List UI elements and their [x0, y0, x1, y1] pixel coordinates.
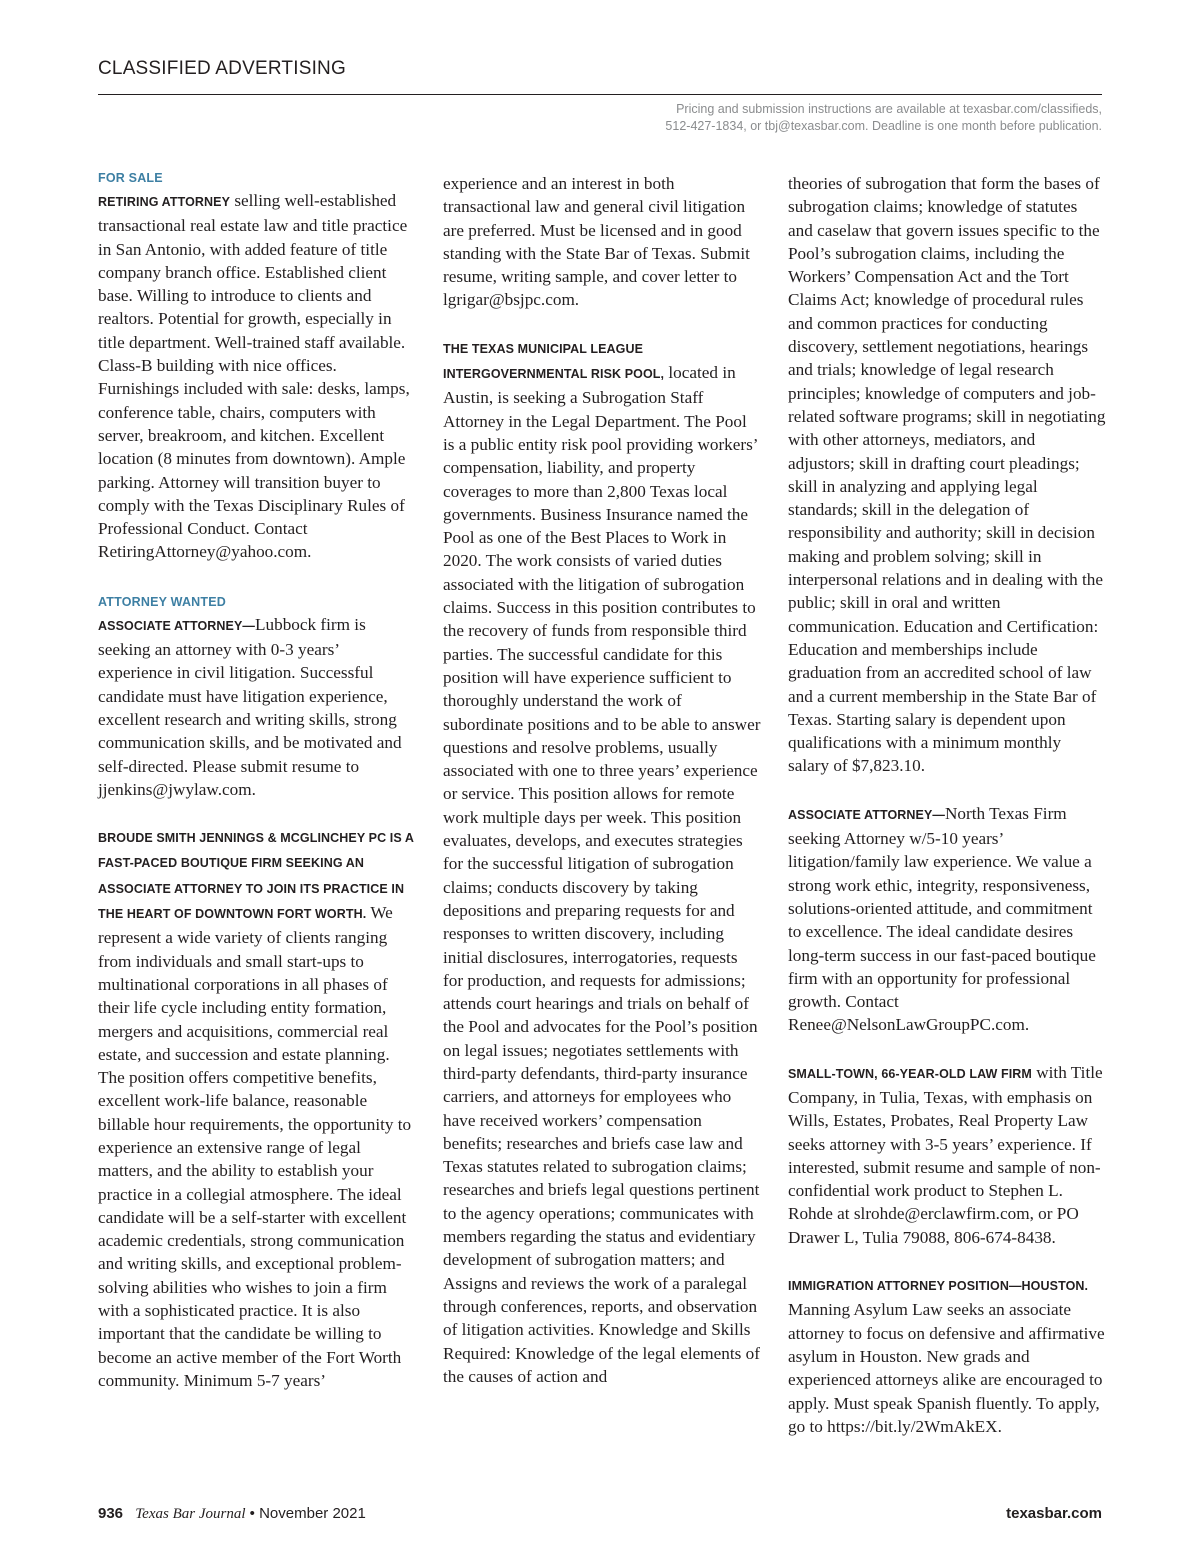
ad-body: with Title Company, in Tulia, Texas, with emphasis on Wills, Estates, Probates, Real Property Law seeks attorney with 3-5 years’ experience. If interested, submit resume and sample of non-confidential work product to Stephen L. Rohde at slrohde@erclawfirm.com, or PO Drawer L, Tulia 79088, 806-674-8438.	[788, 1062, 1103, 1247]
ad-broude-smith	[98, 825, 416, 1392]
section-heading-for-sale: FOR SALE	[98, 171, 163, 185]
header-rule	[98, 94, 1102, 95]
ad-lead: RETIRING ATTORNEY	[98, 195, 231, 209]
ad-body: selling well-established transactional real estate law and title practice in San Antonio, with added feature of title company branch office. Established client base. Willing to introduce to clients and realtors. Potential for growth, especially in title department. Well-trained staff available. Class-B building with nice offices. Furnishings included with sale: desks, lamps, conference table, chairs, computers with server, breakroom, and kitchen. Excellent location (8 minutes from downtown). Ample parking. Attorney will transition buyer to comply with the Texas Disciplinary Rules of Professional Conduct. Contact RetiringAttorney@yahoo.com.	[98, 191, 410, 562]
column-1	[98, 170, 416, 1392]
ad-lead: SMALL-TOWN, 66-YEAR-OLD LAW FIRM	[788, 1066, 1032, 1081]
journal-name: Texas Bar Journal	[135, 1506, 246, 1522]
page-footer	[98, 1505, 366, 1523]
pricing-line-2: 512-427-1834, or tbj@texasbar.com. Deadline is one month before publication.	[665, 119, 1102, 133]
site-url: texasbar.com	[1006, 1505, 1102, 1522]
ad-lead: ASSOCIATE ATTORNEY—	[788, 807, 946, 822]
ad-texas-municipal-league	[443, 336, 761, 1388]
footer-separator: •	[249, 1505, 255, 1522]
ad-broude-smith-continued: experience and an interest in both transactional law and general civil litigation are preferred. Must be licensed and in good standing with the State Bar of Texas. Submit resume, writing sample, and cover letter to lgrigar@bsjpc.com.	[443, 174, 750, 310]
column-3	[788, 172, 1106, 1438]
ad-lead: BROUDE SMITH JENNINGS & MCGLINCHEY PC IS A FAST-PACED BOUTIQUE FIRM SEEKING AN ASSOCIATE ATTORNEY TO JOIN ITS PRACTICE IN THE HEART OF DOWNTOWN FORT WORTH.	[98, 831, 414, 922]
ad-lead: ASSOCIATE ATTORNEY—	[98, 618, 256, 633]
ad-immigration-attorney	[788, 1273, 1106, 1438]
pricing-line-1: Pricing and submission instructions are available at texasbar.com/classifieds,	[676, 102, 1102, 116]
page-number: 936	[98, 1505, 124, 1522]
ad-north-texas-associate	[788, 802, 1106, 1037]
ad-lubbock-associate	[98, 613, 416, 801]
ad-body: Manning Asylum Law seeks an associate attorney to focus on defensive and affirmative asylum in Houston. New grads and experienced attorneys alike are encouraged to apply. Must speak Spanish fluently. To apply, go to https://bit.ly/2WmAkEX.	[788, 1300, 1105, 1436]
ad-body: located in Austin, is seeking a Subrogation Staff Attorney in the Legal Department. The Pool is a public entity risk pool providing workers’ compensation, liability, and property coverages to more than 2,800 Texas local governments. Business Insurance named the Pool as one of the Best Places to Work in 2020. The work consists of varied duties associated with the litigation of subrogation claims. Success in this position contributes to the recovery of funds from responsible third parties. The successful candidate for this position will have experience sufficient to thoroughly understand the work of subordinate positions and to be able to answer questions and resolve problems, usually associated with one to three years’ experience or service. This position allows for remote work multiple days per week. This position evaluates, develops, and executes strategies for the successful litigation of subrogation claims; conducts discovery by taking depositions and preparing requests for and responses to written discovery, including initial disclosures, interrogatories, requests for production, and requests for admissions; attends court hearings and trials on behalf of the Pool and advocates for the Pool’s position on legal issues; negotiates settlements with third-party defendants, third-party insurance carriers, and attorneys for employees who have received workers’ compensation benefits; researches and briefs case law and Texas statutes related to subrogation claims; researches and briefs legal questions pertinent to the agency operations; communicates with members regarding the status and evidentiary development of subrogation matters; and Assigns and reviews the work of a paralegal through conferences, reports, and observation of litigation activities. Knowledge and Skills Required: Knowledge of the legal elements of the causes of action and	[443, 363, 761, 1386]
ad-body: North Texas Firm seeking Attorney w/5-10 years’ litigation/family law experience. We value a strong work ethic, integrity, responsiveness, solutions-oriented attitude, and commitment to excellence. The ideal candidate desires long-term success in our fast-paced boutique firm with an opportunity for professional growth. Contact Renee@NelsonLawGroupPC.com.	[788, 803, 1096, 1035]
ad-body: Lubbock firm is seeking an attorney with 0-3 years’ experience in civil litigation. Successful candidate must have litigation experience, excellent research and writing skills, strong communication skills, and be motivated and self-directed. Please submit resume to jjenkins@jwylaw.com.	[98, 614, 402, 799]
ad-retiring-attorney	[98, 189, 416, 564]
ad-lead: IMMIGRATION ATTORNEY POSITION—HOUSTON.	[788, 1279, 1089, 1294]
column-2	[443, 172, 761, 1388]
pricing-note	[665, 101, 1102, 135]
ad-lead: THE TEXAS MUNICIPAL LEAGUE INTERGOVERNMENTAL RISK POOL,	[443, 341, 665, 382]
ad-body: We represent a wide variety of clients ranging from individuals and small start-ups to multinational corporations in all phases of their life cycle including entity formation, mergers and acquisitions, commercial real estate, and succession and estate planning. The position offers competitive benefits, excellent work-life balance, reasonable billable hour requirements, the opportunity to experience an extensive range of legal matters, and the ability to establish your practice in a collegial atmosphere. The ideal candidate will be a self-starter with excellent academic credentials, strong communication and writing skills, and exceptional problem-solving abilities who wishes to join a firm with a sophisticated practice. It is also important that the candidate be willing to become an active member of the Fort Worth community. Minimum 5-7 years’	[98, 903, 412, 1390]
section-title: CLASSIFIED ADVERTISING	[98, 58, 346, 79]
ad-texas-municipal-league-continued: theories of subrogation that form the bases of subrogation claims; knowledge of statutes and caselaw that govern issues specific to the Pool’s subrogation claims, including the Workers’ Compensation Act and the Tort Claims Act; knowledge of procedural rules and common practices for conducting discovery, settlement negotiations, hearings and trials; knowledge of legal research principles; knowledge of computers and job-related software programs; skill in negotiating with other attorneys, mediators, and adjustors; skill in drafting court pleadings; skill in analyzing and applying legal standards; skill in the delegation of responsibility and authority; skill in decision making and problem solving; skill in interpersonal relations and in dealing with the public; skill in oral and written communication. Education and Certification: Education and memberships include graduation from an accredited school of law and a current membership in the State Bar of Texas. Starting salary is dependent upon qualifications with a minimum monthly salary of $7,823.10.	[788, 174, 1106, 776]
section-heading-attorney-wanted: ATTORNEY WANTED	[98, 594, 227, 609]
issue-date: November 2021	[259, 1505, 366, 1522]
ad-small-town-law-firm	[788, 1061, 1106, 1249]
